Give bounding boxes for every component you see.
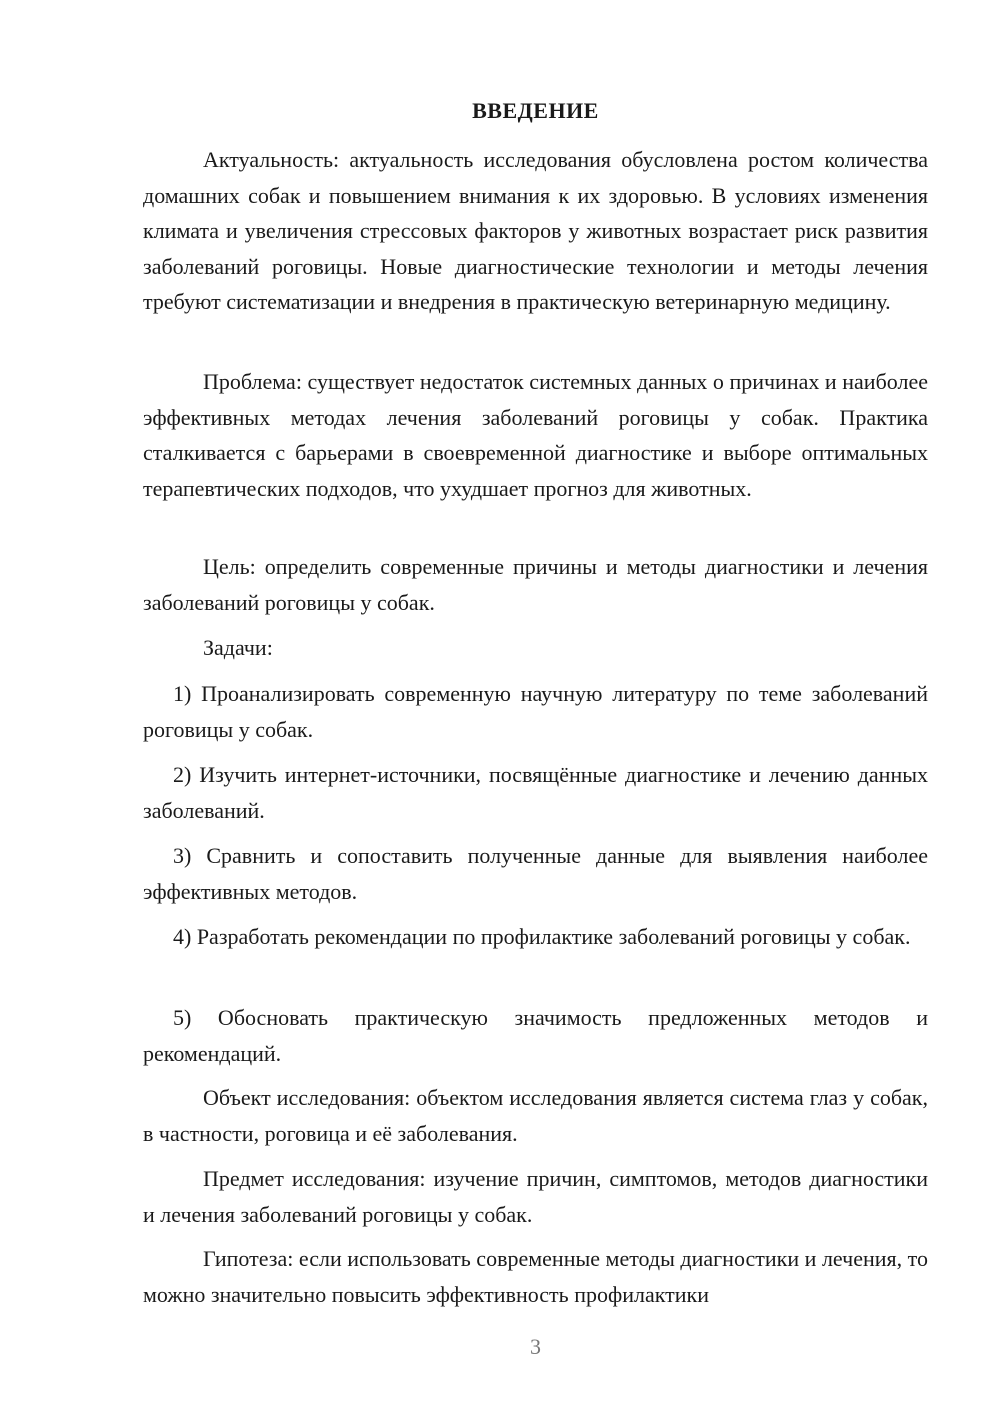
task-item-2: 2) Изучить интернет-источники, посвящённые диагностике и лечению данных заболеваний. <box>143 762 928 823</box>
task-item-4: 4) Разработать рекомендации по профилактике заболеваний роговицы у собак. <box>173 924 911 949</box>
task-item-1: 1) Проанализировать современную научную литературу по теме заболеваний роговицы у собак. <box>143 681 928 742</box>
document-page <box>143 0 928 1414</box>
page-number: 3 <box>530 1334 541 1359</box>
object-paragraph: Объект исследования: объектом исследования является система глаз у собак, в частности, роговица и её заболевания. <box>143 1085 928 1146</box>
task-item-5: 5) Обосновать практическую значимость предложенных методов и рекомендаций. <box>143 1005 928 1066</box>
task-item-3: 3) Сравнить и сопоставить полученные данные для выявления наиболее эффективных методов. <box>143 843 928 904</box>
tasks-label: Задачи: <box>203 635 273 660</box>
hypothesis-paragraph: Гипотеза: если использовать современные методы диагностики и лечения, то можно значительно повысить эффективность профилактики <box>143 1246 928 1307</box>
goal-paragraph: Цель: определить современные причины и методы диагностики и лечения заболеваний роговицы у собак. <box>143 554 928 615</box>
subject-paragraph: Предмет исследования: изучение причин, симптомов, методов диагностики и лечения заболеваний роговицы у собак. <box>143 1166 928 1227</box>
problem-paragraph: Проблема: существует недостаток системных данных о причинах и наиболее эффективных методах лечения заболеваний роговицы у собак. Практика сталкивается с барьерами в своевременной диагностике и выборе оптимальных терапевтических подходов, что ухудшает прогноз для животных. <box>143 369 928 501</box>
relevance-paragraph: Актуальность: актуальность исследования обусловлена ростом количества домашних собак и повышением внимания к их здоровью. В условиях изменения климата и увеличения стрессовых факторов у животных возрастает риск развития заболеваний роговицы. Новые диагностические технологии и методы лечения требуют систематизации и внедрения в практическую ветеринарную медицину. <box>143 147 928 314</box>
section-heading: ВВЕДЕНИЕ <box>472 98 599 123</box>
